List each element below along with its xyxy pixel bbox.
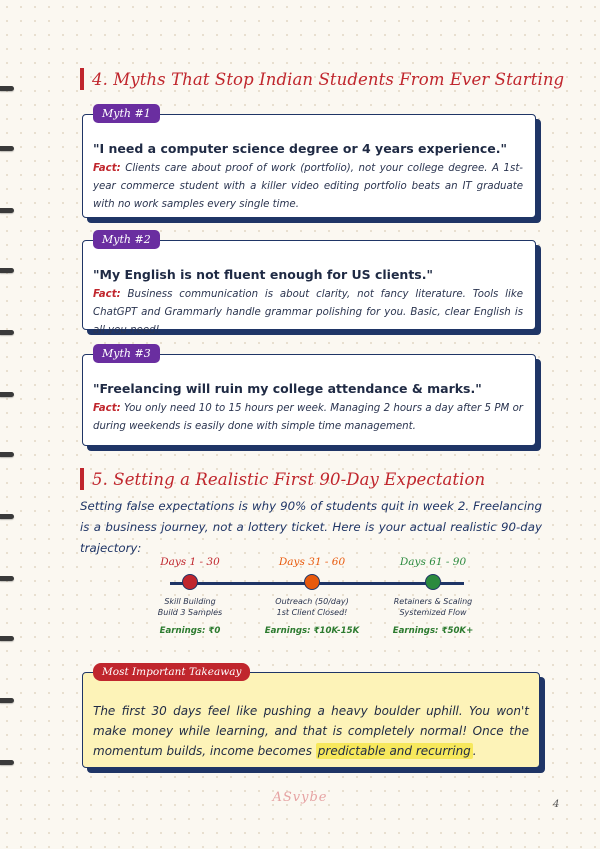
takeaway-end: . xyxy=(472,744,477,758)
section-heading xyxy=(80,68,564,90)
stage-dot xyxy=(182,574,198,590)
heading-accent-bar xyxy=(80,68,84,90)
timeline-stage xyxy=(135,556,245,636)
myth-quote: "I need a computer science degree or 4 years experience." xyxy=(93,141,508,156)
takeaway-box xyxy=(82,666,540,768)
fact-body: Clients care about proof of work (portfolio), not your college degree. A 1st-year commerce student with a killer video editing portfolio beats an IT graduate with no work samples every single time. xyxy=(93,163,523,210)
binder-ring xyxy=(0,268,14,273)
stage-earnings: Earnings: ₹10K-15K xyxy=(264,626,360,636)
stage-days: Days 61 - 90 xyxy=(399,556,467,568)
stage-dot xyxy=(304,574,320,590)
footer-brand: ASvybe xyxy=(272,790,328,805)
stage-desc-line1: Outreach (50/day) xyxy=(275,597,349,606)
myth-quote: "Freelancing will ruin my college attendance & marks." xyxy=(93,381,482,396)
stage-desc-line1: Skill Building xyxy=(164,597,216,606)
binder-ring xyxy=(0,514,14,519)
timeline-stage xyxy=(378,556,488,636)
fact-body: You only need 10 to 15 hours per week. Managing 2 hours a day after 5 PM or during weekends is easily done with simple time management. xyxy=(93,403,523,432)
stage-dot xyxy=(425,574,441,590)
fact-label: Fact: xyxy=(93,403,121,414)
takeaway-tag: Most Important Takeaway xyxy=(93,663,250,681)
intro-paragraph: Setting false expectations is why 90% of students quit in week 2. Freelancing is a business journey, not a lottery ticket. Here is your actual realistic 90-day trajectory: xyxy=(80,499,542,555)
heading-accent-bar xyxy=(80,468,84,490)
myth-tag: Myth #3 xyxy=(93,344,160,363)
stage-desc-line2: Build 3 Samples xyxy=(157,608,223,617)
myth-quote: "My English is not fluent enough for US clients." xyxy=(93,267,433,282)
myth-card xyxy=(82,233,536,336)
takeaway-body: The first 30 days feel like pushing a heavy boulder uphill. You won't make money while learning, and that is completely normal! Once the momentum builds, income becomes xyxy=(93,704,529,758)
fact-label: Fact: xyxy=(93,163,121,174)
stage-days: Days 1 - 30 xyxy=(160,556,220,568)
page-number: 4 xyxy=(553,799,560,810)
fact-label: Fact: xyxy=(93,289,121,300)
binder-ring xyxy=(0,698,14,703)
binder-ring xyxy=(0,760,14,765)
stage-earnings: Earnings: ₹50K+ xyxy=(392,626,474,636)
section-title: 4. Myths That Stop Indian Students From Ever Starting xyxy=(92,69,565,89)
timeline-stage xyxy=(257,556,367,636)
section-heading xyxy=(80,468,485,490)
stage-days: Days 31 - 60 xyxy=(278,556,346,568)
binder-ring xyxy=(0,636,14,641)
stage-earnings: Earnings: ₹0 xyxy=(159,626,221,636)
binder-ring xyxy=(0,208,14,213)
fact-text xyxy=(93,286,523,340)
section-title: 5. Setting a Realistic First 90-Day Expectation xyxy=(92,469,486,489)
myth-card xyxy=(82,347,536,446)
binder-ring xyxy=(0,576,14,581)
binder-ring xyxy=(0,392,14,397)
myth-tag: Myth #1 xyxy=(93,104,160,123)
fact-text xyxy=(93,160,523,214)
fact-body: Business communication is about clarity, not fancy literature. Tools like ChatGPT and Grammarly handle grammar polishing for you. Basic, clear English is all you need! xyxy=(93,289,523,336)
takeaway-text xyxy=(93,701,529,761)
myth-card xyxy=(82,107,536,218)
binder-ring xyxy=(0,452,14,457)
timeline xyxy=(157,556,474,636)
binder-ring xyxy=(0,86,14,91)
stage-desc-line2: Systemized Flow xyxy=(399,608,467,617)
binder-ring xyxy=(0,330,14,335)
myth-tag: Myth #2 xyxy=(93,230,160,249)
fact-text xyxy=(93,400,523,436)
stage-desc-line2: 1st Client Closed! xyxy=(276,608,348,617)
binder-ring xyxy=(0,146,14,151)
stage-desc-line1: Retainers & Scaling xyxy=(393,597,473,606)
takeaway-highlight: predictable and recurring xyxy=(317,744,471,758)
